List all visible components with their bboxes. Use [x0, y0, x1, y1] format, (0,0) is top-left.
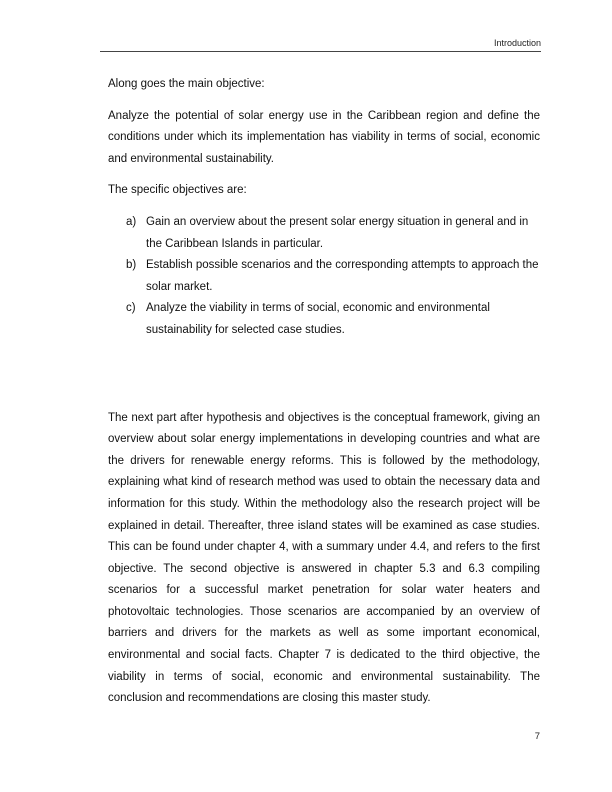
running-header: Introduction	[493, 38, 541, 48]
main-objective-paragraph: Analyze the potential of solar energy use in the Caribbean region and define the conditions under which its implementation has viability in terms of social, economic and environmental sustainability.	[108, 109, 540, 165]
list-item-text: Establish possible scenarios and the corresponding attempts to approach the solar market.	[146, 259, 539, 293]
list-item	[126, 298, 540, 341]
page-content	[108, 70, 540, 710]
intro-line: Along goes the main objective:	[108, 78, 265, 90]
page-number: 7	[534, 731, 540, 742]
objective-list	[126, 212, 540, 342]
list-item	[126, 212, 540, 255]
specific-objectives-intro: The specific objectives are:	[108, 184, 247, 197]
header-rule	[100, 51, 541, 52]
list-item-marker: b)	[126, 259, 137, 272]
list-item-text: Gain an overview about the present solar energy situation in general and in the Caribbean Islands in particular.	[146, 215, 529, 250]
list-item-marker: a)	[126, 215, 137, 228]
body-paragraph: The next part after hypothesis and objectives is the conceptual framework, giving an overview about solar energy implementations in developing countries and what are the drivers for renewable energy reforms. This is followed by the methodology, explaining what kind of research method was used to obtain the necessary data and information for this study. Within the methodology also the research project will be explained in detail. Thereafter, three island states will be examined as case studies. This can be found under chapter 4, with a summary under 4.4, and refers to the first objective. The second objective is answered in chapter 5.3 and 6.3 compiling scenarios for a successful market penetration for solar water heaters and photovoltaic technologies. Those scenarios are accompanied by an overview of barriers and drivers for the markets as well as some important economical, environmental and social facts. Chapter 7 is dedicated to the third objective, the viability in terms of social, economic and environmental sustainability. The conclusion and recommendations are closing this master study.	[108, 411, 540, 705]
list-item	[126, 255, 540, 298]
list-item-text: Analyze the viability in terms of social, economic and environmental sustainability for selected case studies.	[146, 302, 490, 336]
list-item-marker: c)	[126, 302, 136, 315]
